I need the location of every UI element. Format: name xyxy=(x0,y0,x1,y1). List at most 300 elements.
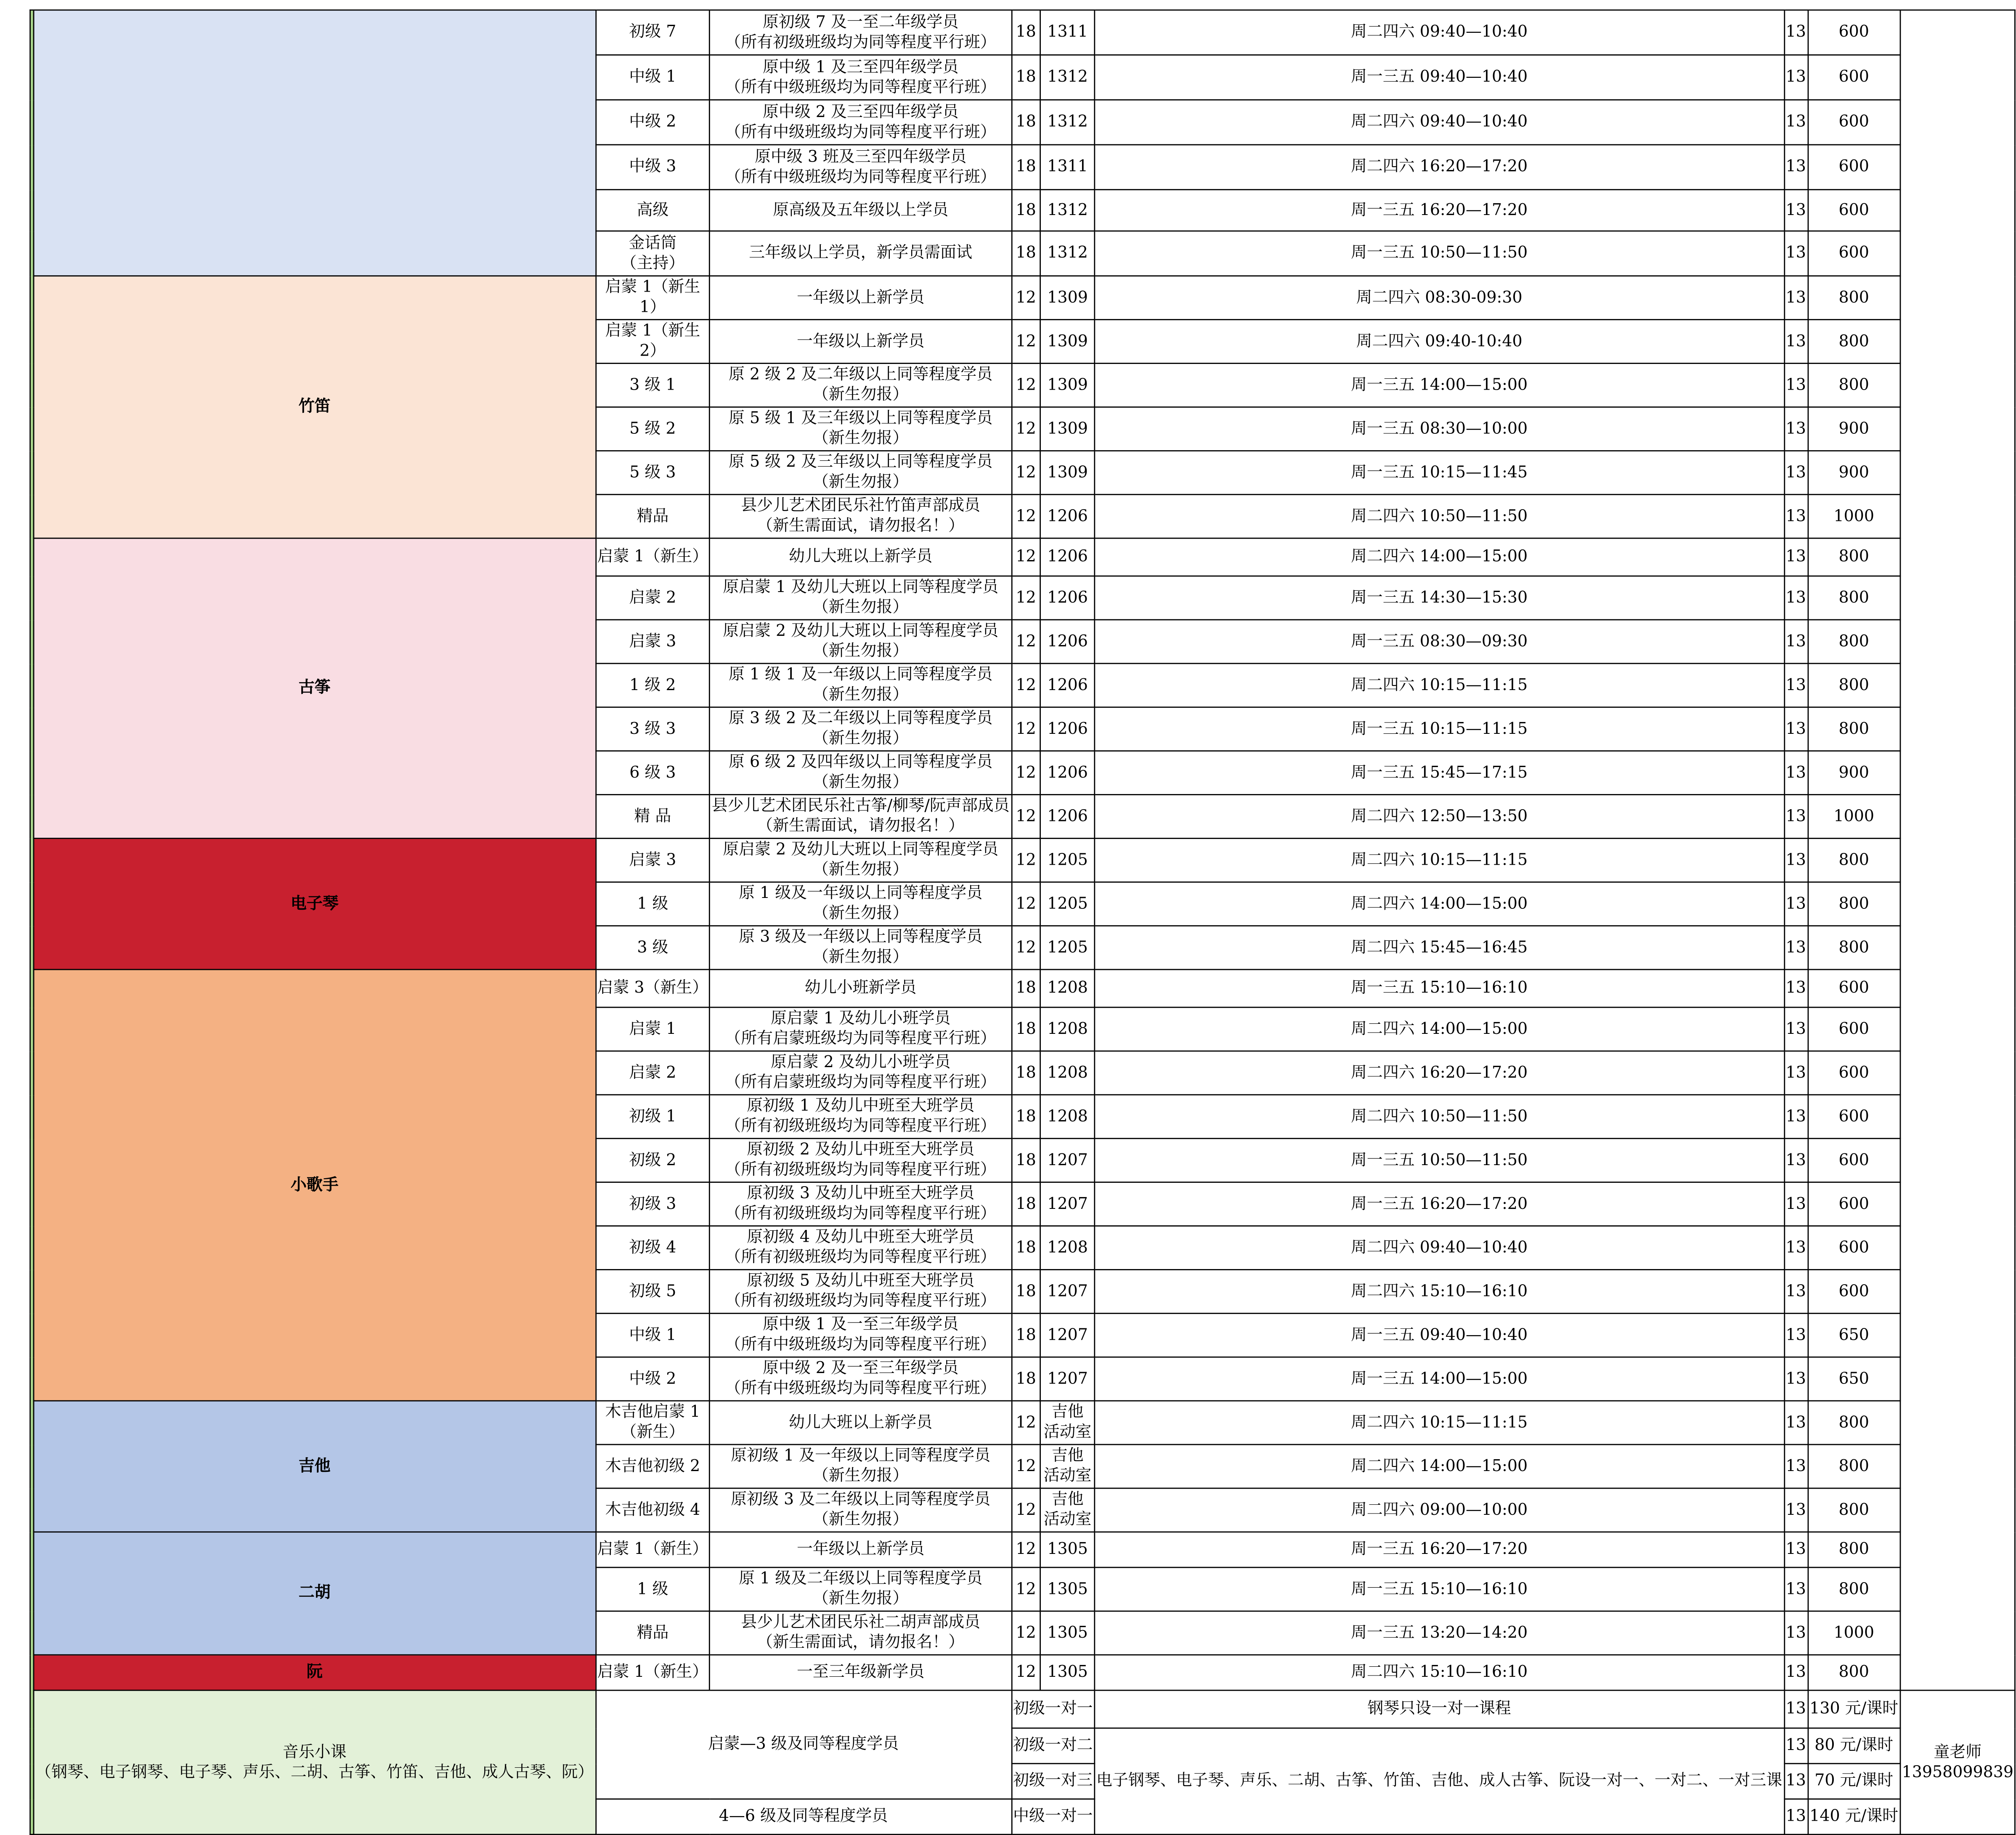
requirement-line: 原初级 1 及幼儿中班至大班学员 xyxy=(747,1097,975,1115)
lesson-weeks: 13 xyxy=(1784,1728,1808,1763)
class-requirement xyxy=(710,1313,1011,1357)
class-capacity: 12 xyxy=(1011,1445,1041,1488)
class-level: 启蒙 1（新生 1） xyxy=(595,276,710,320)
table-row xyxy=(30,1655,2016,1690)
class-fee: 1000 xyxy=(1808,795,1900,839)
class-weeks: 13 xyxy=(1784,795,1808,839)
class-fee: 600 xyxy=(1808,190,1900,231)
requirement-line: 原 5 级 1 及三年级以上同等程度学员 xyxy=(729,409,993,428)
requirement-note: （新生勿报） xyxy=(812,1466,909,1485)
class-capacity: 12 xyxy=(1011,1567,1041,1611)
class-weeks: 13 xyxy=(1784,1567,1808,1611)
class-level: 精 品 xyxy=(595,795,710,839)
class-capacity: 12 xyxy=(1011,451,1041,494)
class-weeks: 13 xyxy=(1784,1226,1808,1270)
requirement-line: 原初级 1 及一年级以上同等程度学员 xyxy=(731,1446,991,1466)
class-weeks: 13 xyxy=(1784,1095,1808,1139)
class-fee: 600 xyxy=(1808,55,1900,100)
class-room: 1206 xyxy=(1040,620,1094,664)
class-capacity: 12 xyxy=(1011,364,1041,407)
class-fee: 800 xyxy=(1808,1488,1900,1532)
class-room: 1208 xyxy=(1040,1051,1094,1095)
requirement-line: 县少儿艺术团民乐社二胡声部成员 xyxy=(741,1613,980,1632)
requirement-line: 幼儿小班新学员 xyxy=(804,978,917,998)
class-fee: 1000 xyxy=(1808,494,1900,538)
class-fee: 600 xyxy=(1808,1095,1900,1139)
class-capacity: 18 xyxy=(1011,55,1041,100)
requirement-line: 一年级以上新学员 xyxy=(796,331,925,351)
class-weeks: 13 xyxy=(1784,1445,1808,1488)
class-fee: 800 xyxy=(1808,576,1900,620)
class-weeks: 13 xyxy=(1784,494,1808,538)
requirement-note: （新生勿报） xyxy=(812,1510,909,1529)
requirement-note: （所有中级班级均为同等程度平行班） xyxy=(725,1379,996,1398)
requirement-line: 原高级及五年级以上学员 xyxy=(773,200,949,219)
class-time: 周二四六 10:50—11:50 xyxy=(1095,1095,1784,1139)
class-level: 初级 3 xyxy=(595,1182,710,1226)
class-level: 中级 3 xyxy=(595,145,710,190)
lesson-note-others: 电子钢琴、电子琴、声乐、二胡、古筝、竹笛、吉他、成人古筝、阮设一对一、一对二、一对三课 xyxy=(1095,1728,1784,1835)
class-weeks: 13 xyxy=(1784,882,1808,926)
requirement-note: （所有启蒙班级均为同等程度平行班） xyxy=(725,1029,996,1048)
lesson-type: 中级一对一 xyxy=(1011,1799,1095,1834)
lesson-type: 初级一对一 xyxy=(1011,1690,1095,1728)
class-requirement xyxy=(710,55,1011,100)
lesson-title-cell xyxy=(34,1690,595,1835)
requirement-note: （所有中级班级均为同等程度平行班） xyxy=(725,77,996,96)
requirement-line: 原 5 级 2 及三年级以上同等程度学员 xyxy=(729,452,993,472)
class-weeks: 13 xyxy=(1784,1357,1808,1401)
class-capacity: 12 xyxy=(1011,320,1041,364)
class-level: 金话筒 （主持） xyxy=(595,231,710,276)
class-level: 启蒙 1 xyxy=(595,1007,710,1051)
class-level: 初级 4 xyxy=(595,1226,710,1270)
class-requirement xyxy=(710,320,1011,364)
class-capacity: 12 xyxy=(1011,538,1041,576)
requirement-note: （新生需面试，请勿报名！） xyxy=(757,516,965,536)
lesson-fee: 140 元/课时 xyxy=(1808,1799,1900,1834)
requirement-note: （新生勿报） xyxy=(812,773,909,792)
class-requirement xyxy=(710,1007,1011,1051)
class-fee: 900 xyxy=(1808,407,1900,451)
class-time: 周二四六 09:00—10:00 xyxy=(1095,1488,1784,1532)
class-requirement xyxy=(710,1357,1011,1401)
class-room: 1309 xyxy=(1040,320,1094,364)
class-requirement xyxy=(710,407,1011,451)
class-weeks: 13 xyxy=(1784,707,1808,751)
category-cell: 古筝 xyxy=(34,538,595,838)
requirement-line: 原启蒙 2 及幼儿大班以上同等程度学员 xyxy=(723,621,999,641)
requirement-line: 原中级 3 班及三至四年级学员 xyxy=(755,147,967,166)
class-room: 1208 xyxy=(1040,969,1094,1007)
class-time: 周一三五 14:30—15:30 xyxy=(1095,576,1784,620)
class-requirement xyxy=(710,1655,1011,1690)
class-capacity: 12 xyxy=(1011,276,1041,320)
class-fee: 600 xyxy=(1808,145,1900,190)
class-room: 1207 xyxy=(1040,1313,1094,1357)
class-weeks: 13 xyxy=(1784,1401,1808,1445)
class-requirement xyxy=(710,494,1011,538)
class-time: 周一三五 10:15—11:45 xyxy=(1095,451,1784,494)
class-fee: 600 xyxy=(1808,1226,1900,1270)
class-capacity: 12 xyxy=(1011,707,1041,751)
class-level: 精品 xyxy=(595,1611,710,1655)
class-level: 精品 xyxy=(595,494,710,538)
class-time: 周二四六 09:40-10:40 xyxy=(1095,320,1784,364)
class-fee: 600 xyxy=(1808,1182,1900,1226)
class-room: 1312 xyxy=(1040,100,1094,145)
class-room: 1206 xyxy=(1040,795,1094,839)
lesson-title: 音乐小课 xyxy=(282,1742,347,1761)
class-weeks: 13 xyxy=(1784,407,1808,451)
class-room: 1309 xyxy=(1040,276,1094,320)
class-weeks: 13 xyxy=(1784,1182,1808,1226)
class-room: 1206 xyxy=(1040,751,1094,795)
class-room: 1305 xyxy=(1040,1532,1094,1567)
requirement-note: （所有中级班级均为同等程度平行班） xyxy=(725,122,996,141)
requirement-line: 原初级 2 及幼儿中班至大班学员 xyxy=(747,1140,975,1159)
requirement-line: 原中级 2 及一至三年级学员 xyxy=(763,1359,959,1378)
class-room: 1311 xyxy=(1040,10,1094,55)
class-level: 木吉他初级 2 xyxy=(595,1445,710,1488)
class-time: 周二四六 16:20—17:20 xyxy=(1095,1051,1784,1095)
class-time: 周一三五 15:45—17:15 xyxy=(1095,751,1784,795)
category-cell: 吉他 xyxy=(34,1401,595,1532)
class-requirement xyxy=(710,276,1011,320)
lesson-fee: 130 元/课时 xyxy=(1808,1690,1900,1728)
class-room: 1309 xyxy=(1040,364,1094,407)
class-time: 周一三五 15:10—16:10 xyxy=(1095,1567,1784,1611)
class-weeks: 13 xyxy=(1784,320,1808,364)
class-room: 1205 xyxy=(1040,838,1094,882)
requirement-line: 原中级 2 及三至四年级学员 xyxy=(763,102,959,121)
class-level: 高级 xyxy=(595,190,710,231)
class-room: 1207 xyxy=(1040,1269,1094,1313)
class-fee: 600 xyxy=(1808,1007,1900,1051)
requirement-line: 一年级以上新学员 xyxy=(796,287,925,307)
class-level: 中级 1 xyxy=(595,1313,710,1357)
schedule-body xyxy=(30,10,2016,1835)
class-time: 周二四六 12:50—13:50 xyxy=(1095,795,1784,839)
class-requirement xyxy=(710,1567,1011,1611)
class-level: 启蒙 3 xyxy=(595,620,710,664)
class-weeks: 13 xyxy=(1784,451,1808,494)
class-room: 1205 xyxy=(1040,926,1094,969)
class-room: 吉他 活动室 xyxy=(1040,1488,1094,1532)
class-time: 周二四六 14:00—15:00 xyxy=(1095,882,1784,926)
requirement-note: （新生需面试，请勿报名！） xyxy=(757,816,965,836)
class-capacity: 12 xyxy=(1011,576,1041,620)
class-capacity: 18 xyxy=(1011,1357,1041,1401)
requirement-line: 原 6 级 2 及四年级以上同等程度学员 xyxy=(729,752,993,772)
class-capacity: 12 xyxy=(1011,882,1041,926)
class-requirement xyxy=(710,1401,1011,1445)
class-level: 1 级 xyxy=(595,882,710,926)
class-room: 1311 xyxy=(1040,145,1094,190)
class-room: 吉他 活动室 xyxy=(1040,1445,1094,1488)
class-fee: 800 xyxy=(1808,1532,1900,1567)
class-time: 周二四六 15:45—16:45 xyxy=(1095,926,1784,969)
class-capacity: 18 xyxy=(1011,1095,1041,1139)
requirement-note: （新生勿报） xyxy=(812,429,909,448)
requirement-line: 原初级 3 及二年级以上同等程度学员 xyxy=(731,1490,991,1509)
class-requirement xyxy=(710,10,1011,55)
class-weeks: 13 xyxy=(1784,838,1808,882)
class-level: 启蒙 1（新生） xyxy=(595,538,710,576)
class-weeks: 13 xyxy=(1784,1611,1808,1655)
class-capacity: 12 xyxy=(1011,1401,1041,1445)
contact-name: 童老师 xyxy=(1934,1742,1982,1761)
table-row xyxy=(30,1401,2016,1445)
requirement-line: 原 2 级 2 及二年级以上同等程度学员 xyxy=(729,365,993,384)
requirement-line: 县少儿艺术团民乐社古筝/柳琴/阮声部成员 xyxy=(711,796,1010,815)
class-capacity: 18 xyxy=(1011,10,1041,55)
class-weeks: 13 xyxy=(1784,1655,1808,1690)
category-cell: 二胡 xyxy=(34,1532,595,1655)
class-level: 1 级 2 xyxy=(595,664,710,707)
class-requirement xyxy=(710,451,1011,494)
requirement-line: 原 1 级及一年级以上同等程度学员 xyxy=(739,884,983,903)
class-time: 周一三五 09:40—10:40 xyxy=(1095,1313,1784,1357)
class-fee: 650 xyxy=(1808,1313,1900,1357)
class-requirement xyxy=(710,707,1011,751)
class-room: 吉他 活动室 xyxy=(1040,1401,1094,1445)
class-requirement xyxy=(710,620,1011,664)
class-weeks: 13 xyxy=(1784,231,1808,276)
class-level: 中级 2 xyxy=(595,100,710,145)
class-capacity: 18 xyxy=(1011,969,1041,1007)
class-level: 启蒙 2 xyxy=(595,1051,710,1095)
class-capacity: 18 xyxy=(1011,145,1041,190)
class-capacity: 12 xyxy=(1011,664,1041,707)
requirement-line: 原 1 级 1 及一年级以上同等程度学员 xyxy=(729,665,993,684)
requirement-note: （所有中级班级均为同等程度平行班） xyxy=(725,1335,996,1354)
requirement-line: 幼儿大班以上新学员 xyxy=(789,1413,933,1432)
class-room: 1312 xyxy=(1040,190,1094,231)
class-weeks: 13 xyxy=(1784,538,1808,576)
requirement-line: 原启蒙 2 及幼儿大班以上同等程度学员 xyxy=(723,840,999,859)
class-capacity: 18 xyxy=(1011,190,1041,231)
class-room: 1305 xyxy=(1040,1655,1094,1690)
class-fee: 600 xyxy=(1808,1139,1900,1182)
class-weeks: 13 xyxy=(1784,276,1808,320)
table-row xyxy=(30,969,2016,1007)
class-weeks: 13 xyxy=(1784,1051,1808,1095)
class-level: 初级 2 xyxy=(595,1139,710,1182)
class-fee: 600 xyxy=(1808,969,1900,1007)
class-requirement xyxy=(710,838,1011,882)
class-room: 1208 xyxy=(1040,1226,1094,1270)
class-room: 1206 xyxy=(1040,664,1094,707)
class-weeks: 13 xyxy=(1784,190,1808,231)
class-requirement xyxy=(710,926,1011,969)
table-row xyxy=(30,838,2016,882)
class-capacity: 18 xyxy=(1011,100,1041,145)
class-weeks: 13 xyxy=(1784,576,1808,620)
class-time: 周二四六 15:10—16:10 xyxy=(1095,1655,1784,1690)
class-capacity: 12 xyxy=(1011,926,1041,969)
requirement-note: （所有初级班级均为同等程度平行班） xyxy=(725,1116,996,1136)
class-room: 1206 xyxy=(1040,576,1094,620)
lesson-row xyxy=(30,1690,2016,1728)
class-capacity: 12 xyxy=(1011,838,1041,882)
class-fee: 800 xyxy=(1808,620,1900,664)
requirement-note: （新生勿报） xyxy=(812,598,909,617)
class-requirement xyxy=(710,231,1011,276)
class-level: 5 级 3 xyxy=(595,451,710,494)
class-level: 中级 1 xyxy=(595,55,710,100)
lesson-type: 初级一对二 xyxy=(1011,1728,1095,1763)
lesson-weeks: 13 xyxy=(1784,1799,1808,1834)
class-fee: 800 xyxy=(1808,1655,1900,1690)
class-fee: 800 xyxy=(1808,320,1900,364)
class-time: 周二四六 14:00—15:00 xyxy=(1095,1007,1784,1051)
class-level: 启蒙 2 xyxy=(595,576,710,620)
class-level: 启蒙 3 xyxy=(595,838,710,882)
class-requirement xyxy=(710,664,1011,707)
class-requirement xyxy=(710,1532,1011,1567)
class-requirement xyxy=(710,751,1011,795)
class-weeks: 13 xyxy=(1784,969,1808,1007)
class-room: 1305 xyxy=(1040,1611,1094,1655)
class-level: 木吉他启蒙 1 （新生） xyxy=(595,1401,710,1445)
requirement-line: 三年级以上学员，新学员需面试 xyxy=(749,243,972,263)
class-capacity: 12 xyxy=(1011,751,1041,795)
category-cell: 阮 xyxy=(34,1655,595,1690)
class-level: 1 级 xyxy=(595,1567,710,1611)
class-time: 周二四六 14:00—15:00 xyxy=(1095,1445,1784,1488)
lesson-instruments: （钢琴、电子钢琴、电子琴、声乐、二胡、古筝、竹笛、吉他、成人古琴、阮） xyxy=(35,1762,594,1782)
class-fee: 900 xyxy=(1808,451,1900,494)
requirement-line: 原中级 1 及三至四年级学员 xyxy=(763,57,959,77)
class-capacity: 12 xyxy=(1011,494,1041,538)
class-fee: 600 xyxy=(1808,10,1900,55)
requirement-note: （新生勿报） xyxy=(812,685,909,704)
class-requirement xyxy=(710,1226,1011,1270)
class-capacity: 12 xyxy=(1011,1532,1041,1567)
class-capacity: 18 xyxy=(1011,1182,1041,1226)
class-weeks: 13 xyxy=(1784,1532,1808,1567)
lesson-fee: 70 元/课时 xyxy=(1808,1763,1900,1799)
class-capacity: 12 xyxy=(1011,620,1041,664)
contact-phone: 13958099839 xyxy=(1902,1762,2013,1782)
class-fee: 600 xyxy=(1808,231,1900,276)
class-room: 1208 xyxy=(1040,1007,1094,1051)
course-schedule-table xyxy=(29,9,2016,1835)
requirement-note: （新生勿报） xyxy=(812,860,909,879)
class-time: 周二四六 10:15—11:15 xyxy=(1095,664,1784,707)
class-time: 周一三五 09:40—10:40 xyxy=(1095,55,1784,100)
class-requirement xyxy=(710,364,1011,407)
lesson-fee: 80 元/课时 xyxy=(1808,1728,1900,1763)
requirement-note: （所有初级班级均为同等程度平行班） xyxy=(725,32,996,52)
class-capacity: 18 xyxy=(1011,1313,1041,1357)
class-capacity: 18 xyxy=(1011,1269,1041,1313)
class-weeks: 13 xyxy=(1784,55,1808,100)
class-time: 周二四六 09:40—10:40 xyxy=(1095,1226,1784,1270)
class-requirement xyxy=(710,1488,1011,1532)
class-room: 1309 xyxy=(1040,451,1094,494)
class-weeks: 13 xyxy=(1784,664,1808,707)
requirement-note: （新生勿报） xyxy=(812,385,909,404)
requirement-line: 县少儿艺术团民乐社竹笛声部成员 xyxy=(741,496,980,515)
class-weeks: 13 xyxy=(1784,1488,1808,1532)
class-room: 1312 xyxy=(1040,231,1094,276)
class-fee: 800 xyxy=(1808,1445,1900,1488)
class-capacity: 12 xyxy=(1011,407,1041,451)
class-level: 初级 1 xyxy=(595,1095,710,1139)
class-room: 1207 xyxy=(1040,1182,1094,1226)
requirement-line: 原初级 4 及幼儿中班至大班学员 xyxy=(747,1227,975,1247)
requirement-note: （所有初级班级均为同等程度平行班） xyxy=(725,1248,996,1267)
class-capacity: 18 xyxy=(1011,1226,1041,1270)
class-fee: 600 xyxy=(1808,1269,1900,1313)
lesson-weeks: 13 xyxy=(1784,1763,1808,1799)
class-capacity: 12 xyxy=(1011,1611,1041,1655)
class-room: 1206 xyxy=(1040,707,1094,751)
class-fee: 800 xyxy=(1808,538,1900,576)
requirement-line: 原启蒙 2 及幼儿小班学员 xyxy=(770,1053,951,1072)
class-fee: 600 xyxy=(1808,100,1900,145)
class-fee: 800 xyxy=(1808,1401,1900,1445)
category-cell: 小歌手 xyxy=(34,969,595,1401)
class-level: 初级 7 xyxy=(595,10,710,55)
class-time: 周一三五 16:20—17:20 xyxy=(1095,1182,1784,1226)
requirement-line: 一至三年级新学员 xyxy=(796,1662,925,1682)
class-weeks: 13 xyxy=(1784,1007,1808,1051)
class-requirement xyxy=(710,145,1011,190)
class-time: 周一三五 08:30—10:00 xyxy=(1095,407,1784,451)
class-room: 1309 xyxy=(1040,407,1094,451)
requirement-line: 幼儿大班以上新学员 xyxy=(789,547,933,566)
class-room: 1206 xyxy=(1040,494,1094,538)
requirement-note: （新生勿报） xyxy=(812,948,909,967)
class-time: 周一三五 16:20—17:20 xyxy=(1095,190,1784,231)
class-level: 启蒙 1（新生） xyxy=(595,1532,710,1567)
requirement-note: （所有中级班级均为同等程度平行班） xyxy=(725,167,996,186)
requirement-line: 原初级 7 及一至二年级学员 xyxy=(763,12,959,32)
category-cell xyxy=(34,10,595,276)
class-fee: 800 xyxy=(1808,926,1900,969)
class-fee: 1000 xyxy=(1808,1611,1900,1655)
class-room: 1305 xyxy=(1040,1567,1094,1611)
requirement-line: 一年级以上新学员 xyxy=(796,1540,925,1559)
class-fee: 800 xyxy=(1808,838,1900,882)
requirement-line: 原中级 1 及一至三年级学员 xyxy=(763,1315,959,1334)
class-weeks: 13 xyxy=(1784,364,1808,407)
requirement-line: 原 1 级及二年级以上同等程度学员 xyxy=(739,1569,983,1588)
class-time: 周一三五 16:20—17:20 xyxy=(1095,1532,1784,1567)
table-row xyxy=(30,1532,2016,1567)
class-weeks: 13 xyxy=(1784,926,1808,969)
class-level: 初级 5 xyxy=(595,1269,710,1313)
outer-band xyxy=(30,10,34,1835)
class-room: 1208 xyxy=(1040,1095,1094,1139)
contact-cell xyxy=(1900,1690,2015,1835)
class-time: 周一三五 13:20—14:20 xyxy=(1095,1611,1784,1655)
table-row xyxy=(30,10,2016,55)
class-room: 1206 xyxy=(1040,538,1094,576)
table-row xyxy=(30,276,2016,320)
requirement-line: 原初级 3 及幼儿中班至大班学员 xyxy=(747,1184,975,1203)
class-weeks: 13 xyxy=(1784,751,1808,795)
class-time: 周一三五 10:50—11:50 xyxy=(1095,231,1784,276)
requirement-note: （所有启蒙班级均为同等程度平行班） xyxy=(725,1073,996,1092)
class-capacity: 12 xyxy=(1011,1488,1041,1532)
class-level: 3 级 xyxy=(595,926,710,969)
class-time: 周一三五 08:30—09:30 xyxy=(1095,620,1784,664)
class-time: 周一三五 10:50—11:50 xyxy=(1095,1139,1784,1182)
